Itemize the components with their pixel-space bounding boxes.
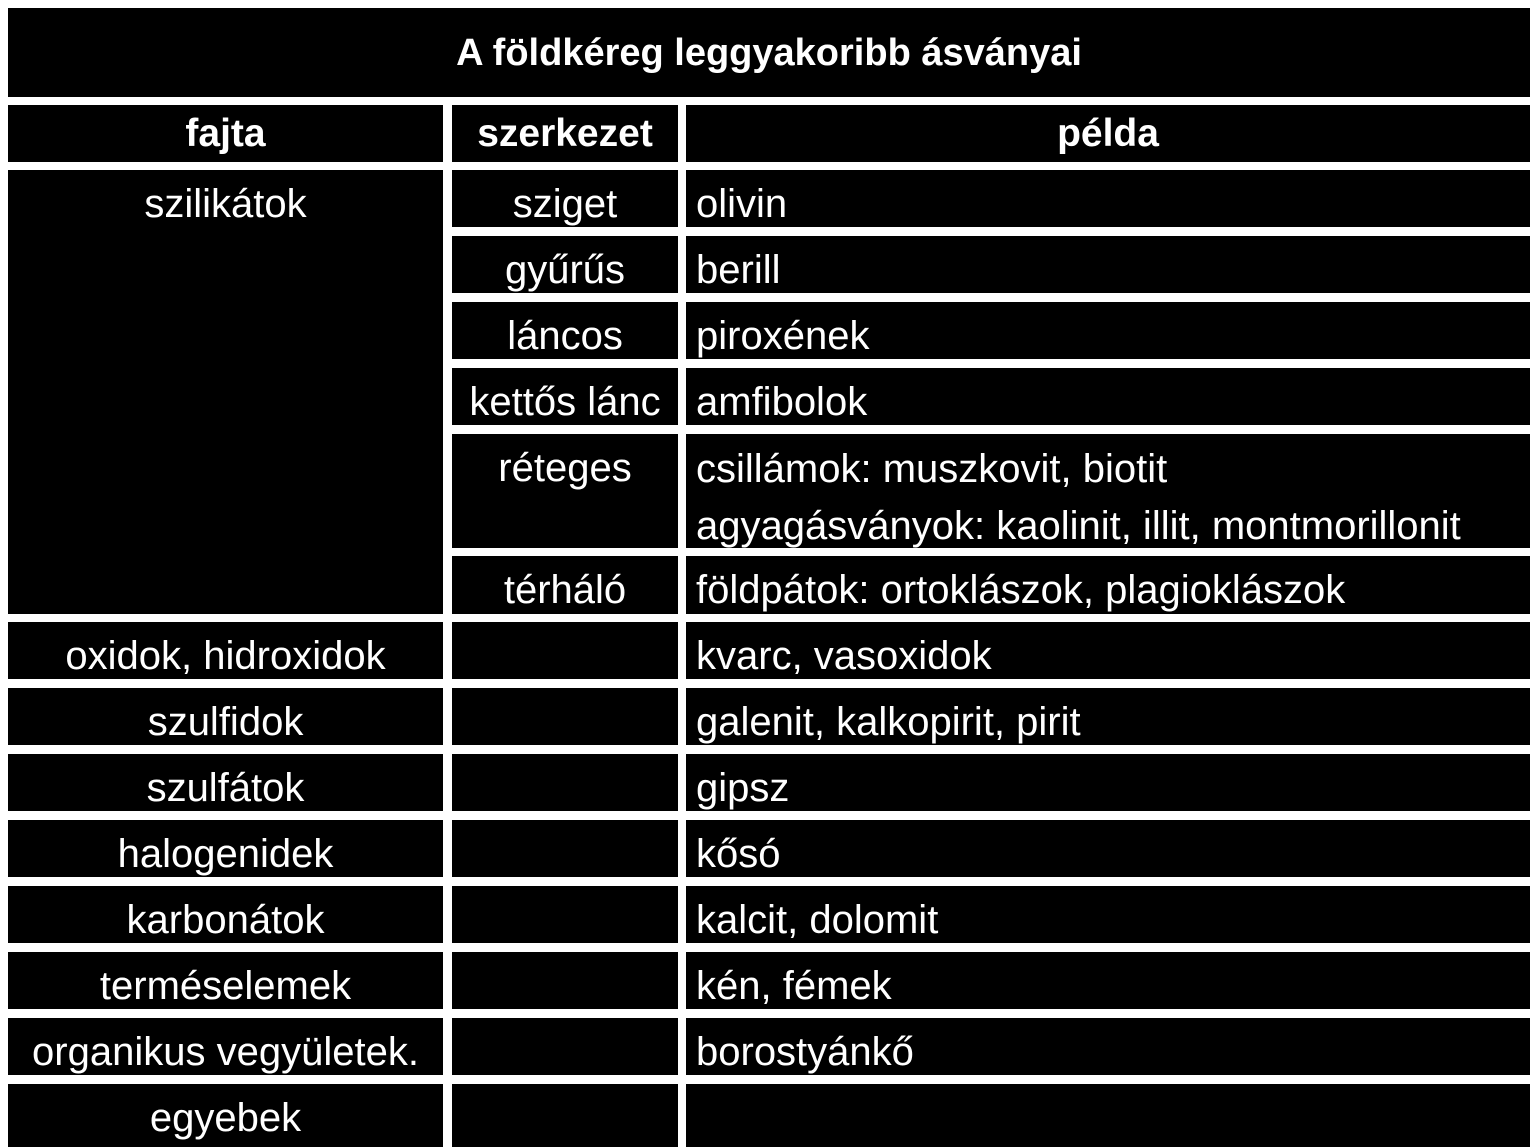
pelda-szulfidok: galenit, kalkopirit, pirit: [686, 688, 1530, 745]
szerkezet-reteges: réteges: [452, 434, 678, 548]
fajta-organikus: organikus vegyületek.: [8, 1018, 443, 1075]
pelda-foldpatok: földpátok: ortoklászok, plagioklászok: [686, 556, 1530, 614]
pelda-szulfatok: gipsz: [686, 754, 1530, 811]
fajta-karbonatok: karbonátok: [8, 886, 443, 943]
szerkezet-sziget: sziget: [452, 170, 678, 227]
pelda-halogenidek: kősó: [686, 820, 1530, 877]
pelda-karbonatok: kalcit, dolomit: [686, 886, 1530, 943]
fajta-oxidok: oxidok, hidroxidok: [8, 622, 443, 679]
fajta-szulfatok: szulfátok: [8, 754, 443, 811]
fajta-termeselemek: terméselemek: [8, 952, 443, 1009]
fajta-egyebek: egyebek: [8, 1084, 443, 1147]
szerkezet-termeselemek: [452, 952, 678, 1009]
pelda-olivin: olivin: [686, 170, 1530, 227]
pelda-oxidok: kvarc, vasoxidok: [686, 622, 1530, 679]
pelda-termeselemek: kén, fémek: [686, 952, 1530, 1009]
szerkezet-lancos: láncos: [452, 302, 678, 359]
pelda-egyebek: [686, 1084, 1530, 1147]
fajta-halogenidek: halogenidek: [8, 820, 443, 877]
pelda-agyagasvanyok: agyagásványok: kaolinit, illit, montmorillonit: [696, 504, 1461, 548]
szerkezet-kettos-lanc: kettős lánc: [452, 368, 678, 425]
pelda-amfibolok: amfibolok: [686, 368, 1530, 425]
szerkezet-oxidok: [452, 622, 678, 679]
fajta-szulfidok: szulfidok: [8, 688, 443, 745]
pelda-organikus: borostyánkő: [686, 1018, 1530, 1075]
fajta-szilikatok: szilikátok: [8, 170, 443, 614]
pelda-csillamok: csillámok: muszkovit, biotit: [696, 447, 1168, 491]
szerkezet-szulfatok: [452, 754, 678, 811]
szerkezet-gyurus: gyűrűs: [452, 236, 678, 293]
pelda-piroxenek: piroxének: [686, 302, 1530, 359]
header-fajta: fajta: [8, 105, 443, 162]
szerkezet-egyebek: [452, 1084, 678, 1147]
pelda-reteges-cell: [686, 434, 1530, 548]
header-szerkezet: szerkezet: [452, 105, 678, 162]
header-pelda: példa: [686, 105, 1530, 162]
szerkezet-organikus: [452, 1018, 678, 1075]
pelda-berill: berill: [686, 236, 1530, 293]
szerkezet-halogenidek: [452, 820, 678, 877]
szerkezet-terhalo: térháló: [452, 556, 678, 614]
szerkezet-szulfidok: [452, 688, 678, 745]
szerkezet-karbonatok: [452, 886, 678, 943]
table-title: A földkéreg leggyakoribb ásványai: [8, 8, 1530, 97]
